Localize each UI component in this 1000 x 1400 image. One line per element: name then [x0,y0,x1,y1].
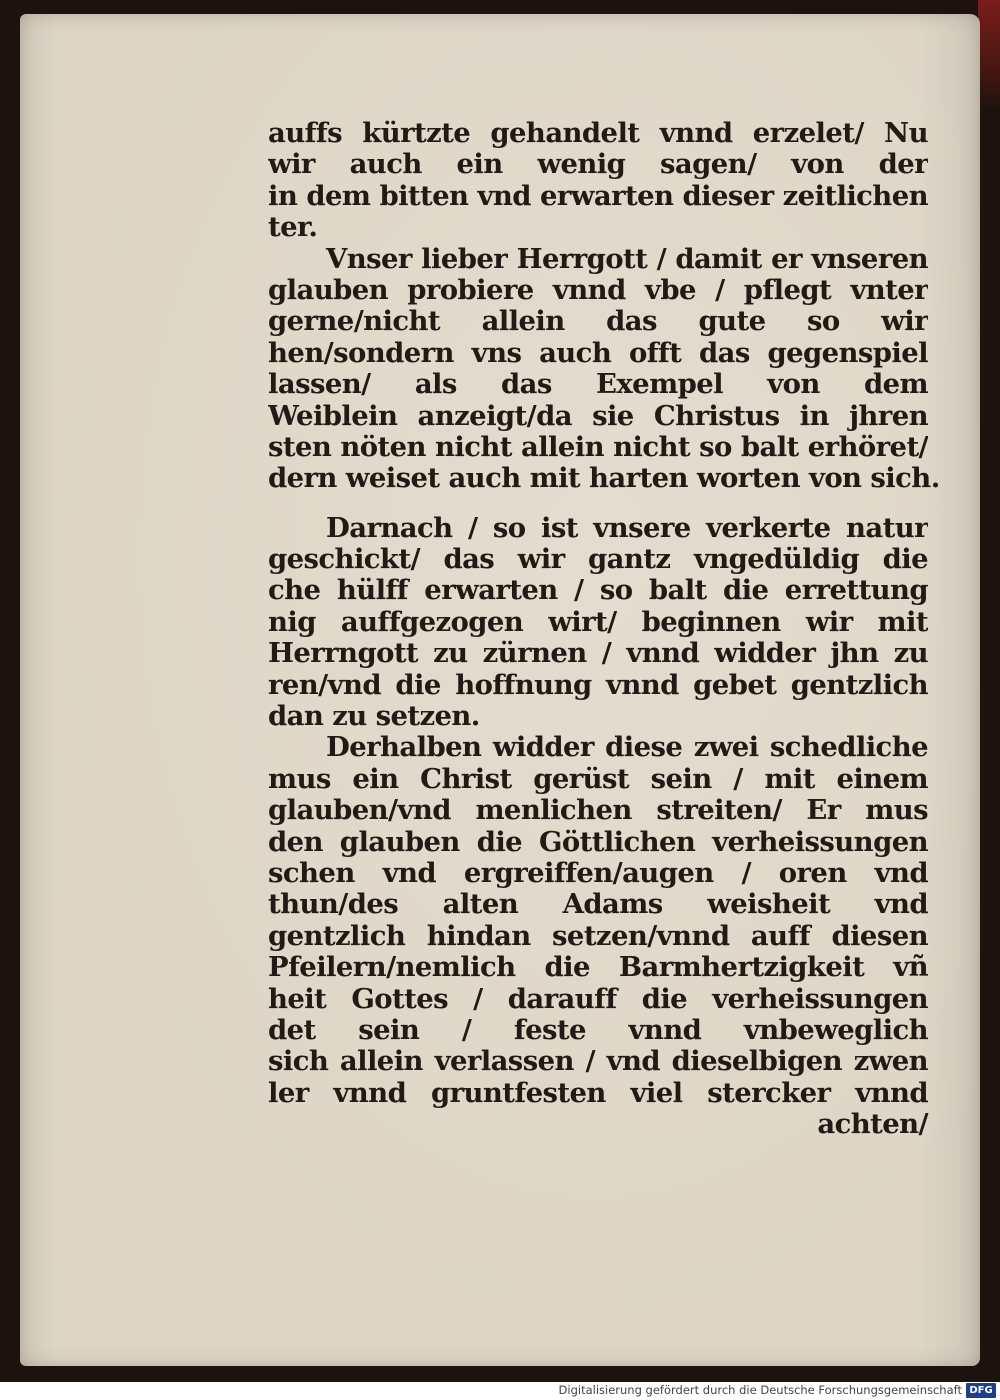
dfg-logo: DFG [966,1383,996,1398]
text-line: heit Gottes / darauff die verheissungen [268,983,928,1015]
text-line: wir auch ein wenig sagen/ von der [268,149,928,181]
text-line: dern weiset auch mit harten worten von sich. [268,462,940,495]
text-line: nig auffgezogen wirt/ beginnen wir mit [268,606,928,638]
text-line: glauben/vnd menlichen streiten/ Er mus [268,795,928,827]
text-line: schen vnd ergreiffen/augen / oren vnd [268,857,928,889]
text-line: den glauben die Göttlichen verheissungen [268,826,928,858]
text-line: Weiblein anzeigt/da sie Christus in jhren [268,400,928,432]
text-line: det sein / feste vnnd vnbeweglich [268,1014,928,1046]
text-line: hen/sondern vns auch offt das gegenspiel [268,337,928,369]
paragraph-gap [268,495,928,513]
text-line: Vnser lieber Herrgott / damit er vnseren [326,243,928,275]
text-line: ren/vnd die hoffnung vnnd gebet gentzlich [268,669,928,701]
text-line: Derhalben widder diese zwei schedliche [326,732,928,764]
text-line: ler vnnd gruntfesten viel stercker vnnd [268,1077,928,1109]
catchword: achten/ [817,1108,928,1141]
text-line: dan zu setzen. [268,700,480,733]
book-edge [978,0,1000,110]
text-line: sich allein verlassen / vnd dieselbigen zwen [268,1046,928,1078]
text-line: glauben probiere vnnd vbe / pflegt vnter [268,274,928,306]
text-line: gentzlich hindan setzen/vnnd auff diesen [268,920,928,952]
body-text [268,118,940,1141]
text-line: che hülff erwarten / so balt die errettung [268,575,928,607]
text-line: gerne/nicht allein das gute so wir [268,306,928,338]
text-line: Herrngott zu zürnen / vnnd widder jhn zu [268,638,928,670]
text-line: geschickt/ das wir gantz vngedüldig die [268,544,928,576]
text-line: in dem bitten vnd erwarten dieser zeitlichen [268,180,928,212]
text-line: lassen/ als das Exempel von dem [268,369,928,401]
text-line: thun/des alten Adams weisheit vnd [268,889,928,921]
text-line: sten nöten nicht allein nicht so balt erhöret/ [268,431,928,463]
footer-credit: Digitalisierung gefördert durch die Deutsche Forschungsgemeinschaft [558,1383,962,1397]
text-line: Darnach / so ist vnsere verkerte natur [326,512,928,544]
text-line: mus ein Christ gerüst sein / mit einem [268,763,928,795]
text-line: ter. [268,211,318,244]
text-line: Pfeilern/nemlich die Barmhertzigkeit vñ [268,952,928,984]
text-line: auffs kürtzte gehandelt vnnd erzelet/ Nu [268,118,928,149]
